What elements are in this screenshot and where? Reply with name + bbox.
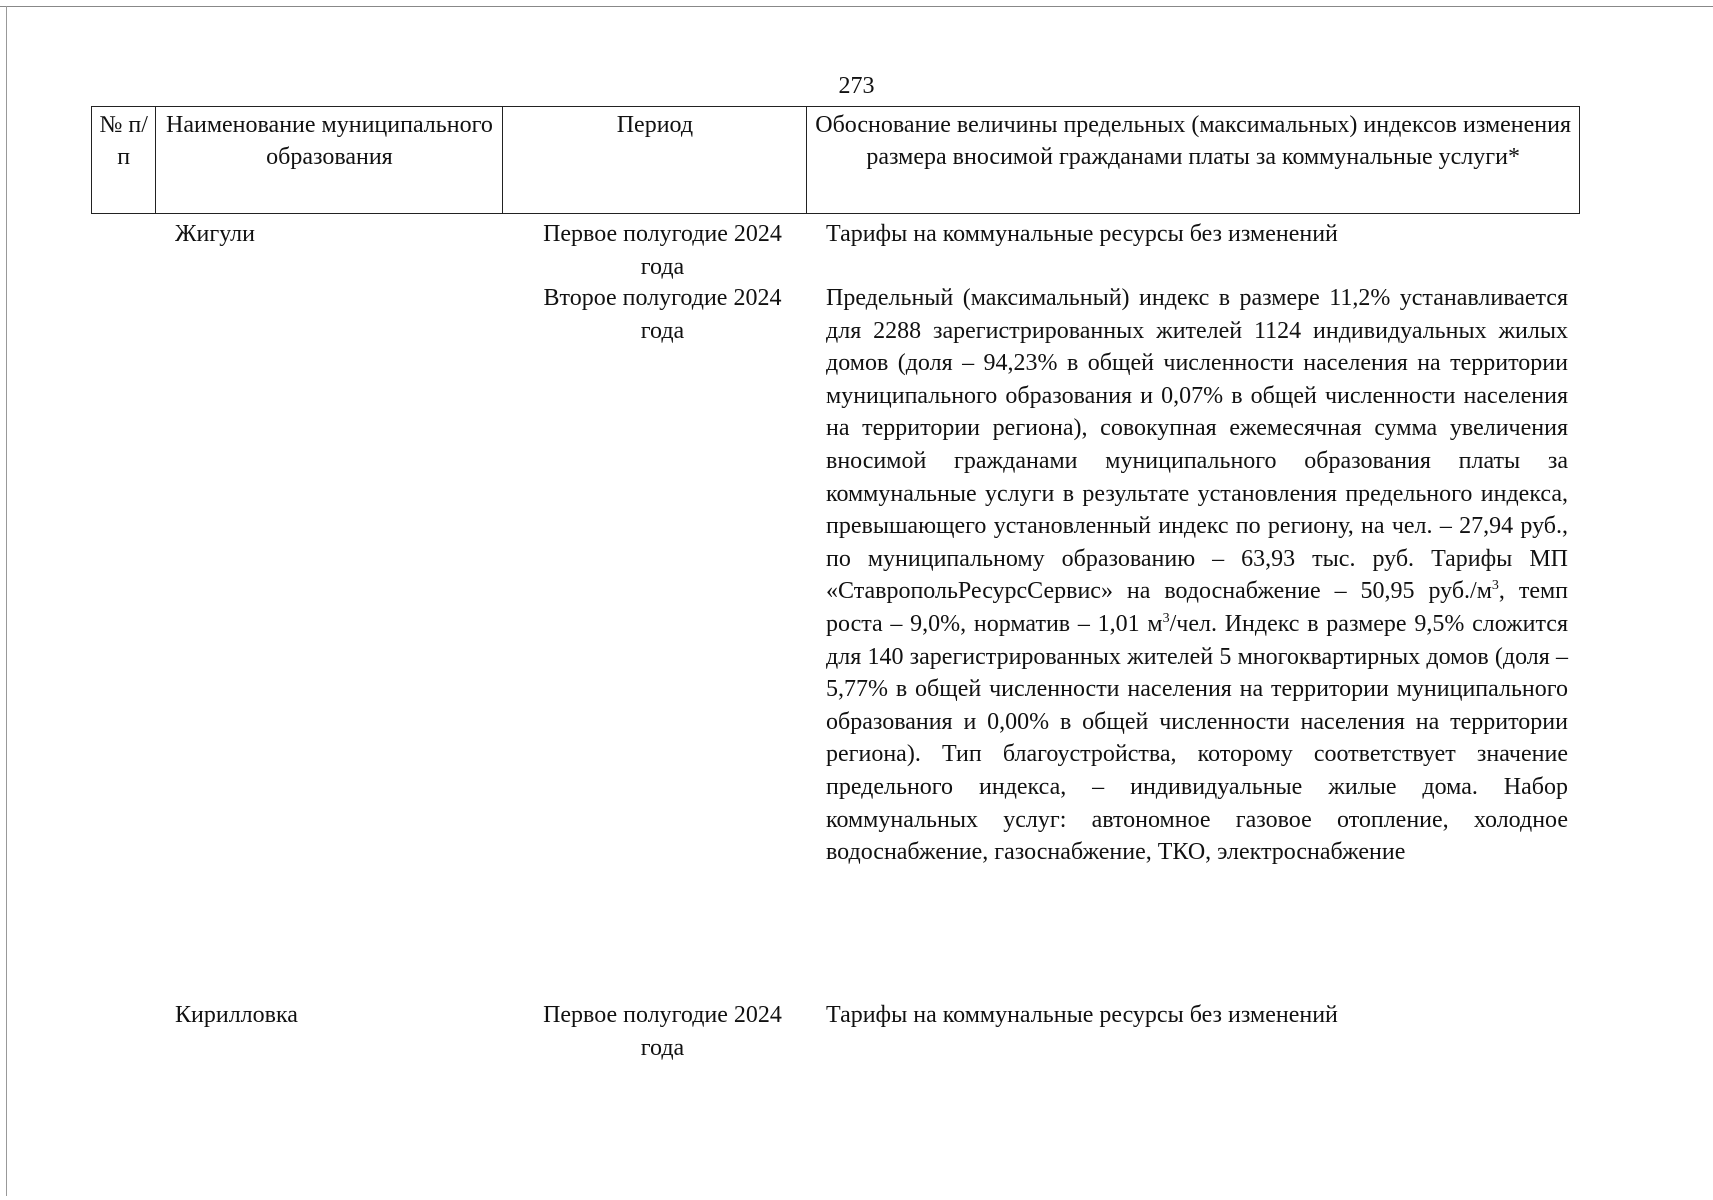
- header-justification: Обоснование величины предельных (максимальных) индексов изменения размера вносимой гражданами платы за коммунальные услуги*: [807, 107, 1580, 214]
- justification-text: Тарифы на коммунальные ресурсы без изменений: [826, 1002, 1338, 1028]
- justification-part-c: /чел. Индекс в размере 9,5% сложится для 140 зарегистрированных жителей 5 многоквартирных домов (доля – 5,77% в общей численности населения на территории муниципального образования и 0,00% в общей численности населения на территории региона). Тип благоустройства, которому соответствует значение предельного индекса, – индивидуальные жилые дома. Набор коммунальных услуг: автономное газовое отопление, холодное водоснабжение, газоснабжение, ТКО, электроснабжение: [826, 610, 1568, 866]
- header-municipality: Наименование муниципального образования: [156, 107, 503, 214]
- period-first-half: Первое полугодие 2024 года: [543, 1002, 782, 1061]
- justification-part-b: , темп роста – 9,0%, норматив – 1,01 м: [826, 578, 1568, 637]
- scan-edge-top: [0, 6, 1713, 7]
- scan-edge-left: [6, 6, 7, 1196]
- page-number: 273: [838, 73, 875, 99]
- header-row: [92, 107, 1580, 214]
- header-period: Период: [503, 107, 807, 214]
- superscript-cubic: 3: [1162, 610, 1170, 626]
- justification-text-detailed: [826, 282, 1568, 869]
- municipality-name: Жигули: [175, 221, 255, 247]
- superscript-cubic: 3: [1491, 578, 1499, 594]
- justification-text: Тарифы на коммунальные ресурсы без изменений: [826, 221, 1338, 247]
- justification-part-a: Предельный (максимальный) индекс в размере 11,2% устанавливается для 2288 зарегистрированных жителей 1124 индивидуальных жилых домов (доля – 94,23% в общей численности населения на территории муниципального образования и 0,07% в общей численности населения на территории региона), совокупная ежемесячная сумма увеличения вносимой гражданами муниципального образования платы за коммунальные услуги в результате установления предельного индекса, превышающего установленный индекс по региону, на чел. – 27,94 руб., по муниципальному образованию – 63,93 тыс. руб. Тарифы МП «СтавропольРесурсСервис» на водоснабжение – 50,95 руб./м: [826, 285, 1568, 605]
- table-header: [91, 106, 1580, 214]
- period-second-half: Второе полугодие 2024 года: [543, 285, 782, 344]
- period-first-half: Первое полугодие 2024 года: [543, 221, 782, 280]
- municipality-name: Кирилловка: [175, 1002, 298, 1028]
- header-number: № п/п: [92, 107, 156, 214]
